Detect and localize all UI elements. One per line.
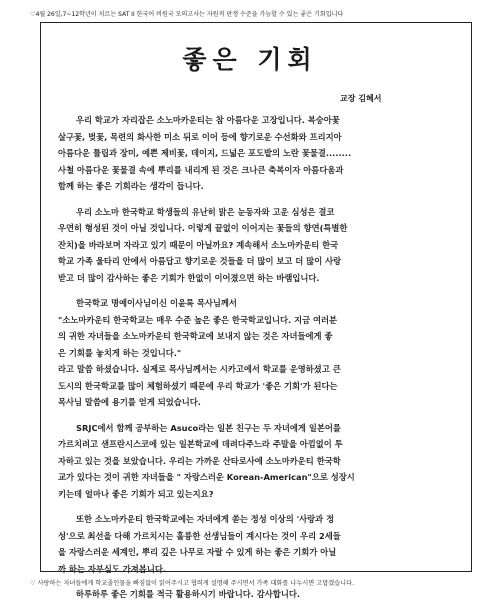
footer-note: [30, 578, 490, 587]
article-body: [58, 112, 460, 603]
paragraph: [58, 112, 460, 195]
heart-icon: ♡: [30, 580, 36, 587]
paragraph-line: 한국학교 명예이사님이신 이윤록 목사님께서: [76, 298, 237, 308]
paragraph-line: 성'으로 최선을 다해 가르치시는 훌륭한 선생님들이 계시다는 것이 우리 2세들: [58, 530, 341, 541]
paragraph-line: 함께 하는 좋은 기회라는 생각이 듭니다.: [58, 181, 204, 191]
author-line: 교장 김혜서: [340, 94, 382, 103]
paragraph-line: 우리 학교가 자리잡은 소노마카운티는 참 아름다운 고장입니다. 복숭아꽃: [76, 115, 340, 125]
paragraph: [58, 511, 460, 577]
paragraph: [58, 295, 460, 411]
paragraph-line: 교가 있다는 것이 귀한 자녀들을 " 자랑스러운 Korean-American"으로 성장시: [58, 472, 355, 482]
paragraph-line: 은 기회를 놓치게 하는 것입니다.": [58, 347, 182, 358]
paragraph-line: 도시의 한국학교를 많이 체험하셨기 때문에 우리 학교가 '좋은 기회'가 된다는: [58, 380, 338, 391]
paragraph-line: 잔치)을 바라보며 자라고 있기 때문이 아닐까요? 계속해서 소노마카운티 한국: [58, 239, 339, 250]
paragraph-line: 우연히 형성된 것이 아닐 것입니다. 이렇게 끝없이 이어지는 꽃들의 향연(특별한: [58, 223, 348, 233]
paragraph-line: 의 귀한 자녀들을 소노마카운티 한국학교에 보내지 않는 것은 자녀들에게 좋: [58, 331, 333, 341]
paragraph-line: 아름다운 튤립과 장미, 예쁜 제비꽃, 데이지, 드넓은 포도밭의 노란 꽃물결........: [58, 148, 352, 158]
paragraph-line: 을 자랑스러운 세계인, 뿌리 깊은 나무로 자랄 수 있게 하는 좋은 기회가 아닐: [58, 547, 337, 557]
paragraph-line: 키는데 얼마나 좋은 기회가 되고 있는지요?: [58, 488, 214, 499]
paragraph-line: 우리 소노마 한국학교 학생들의 유난히 맑은 눈동자와 고운 심성은 결코: [76, 206, 335, 217]
page-title: 좋은 기회: [182, 45, 318, 74]
paragraph-line: 자하고 있는 것을 보았습니다. 우리는 가까운 산타로사에 소노마카운티 한국학: [58, 455, 341, 466]
paragraph-line: "소노마카운티 한국학교는 매우 수준 높은 좋은 한국학교입니다. 지금 여러분: [58, 314, 338, 325]
paragraph: [58, 204, 460, 287]
paragraph-line: 라고 말씀 하셨습니다. 실제로 목사님께서는 시카고에서 학교를 운영하셨고 큰: [58, 364, 341, 374]
paragraph-line: 까 하는 자부심도 가져봅니다.: [58, 563, 166, 574]
paragraph-line: 받고 더 많이 감사하는 좋은 기회가 한없이 이어졌으면 하는 바램입니다.: [58, 272, 320, 283]
paragraph-line: 사철 아름다운 꽃물결 속에 뿌리를 내리게 된 것은 크나큰 축복이자 아름다움과: [58, 164, 344, 175]
paragraph: [58, 420, 460, 503]
top-banner: ♡4월 26일,7~12학년이 치르는 SAT II 한국어 비원국 모의고사는 자원적 판쟁 수준을 가늠할 수 있는 좋은 기회입니다: [30, 11, 344, 18]
paragraph-line: 학교 가족 울타리 안에서 아름답고 향기로운 것들을 더 많이 보고 더 많이 사랑: [58, 256, 342, 266]
paragraph-line: 하루하루 좋은 기회를 적극 활용하시기 바랍니다. 감사합니다.: [76, 589, 301, 599]
paragraph: [58, 586, 460, 603]
paragraph-line: 가르치려고 샌프란시스코에 있는 일본학교에 데려다주느라 주말을 아낌없이 투: [58, 439, 343, 449]
paragraph-line: 또한 소노마카운티 한국학교에는 자녀에게 쏟는 정성 이상의 '사랑과 정: [76, 514, 335, 524]
paragraph-line: 목사님 말씀에 용기를 얻게 되었습니다.: [58, 397, 201, 407]
paragraph-line: SRJC에서 함께 공부하는 Asuco라는 일본 친구는 두 자녀에게 일본어를: [76, 422, 341, 433]
footer-text: 사랑하는 자녀들에게 학교졸인물을 빠짐없이 읽어주시고 협력게 설명해 주시면서 가족 대화를 나누시면 고맙겠습니다.: [37, 580, 355, 587]
paragraph-line: 살구꽃, 벚꽃, 목련의 화사한 미소 뒤로 이어 등에 향기로운 수선화와 프리지아: [58, 131, 342, 142]
